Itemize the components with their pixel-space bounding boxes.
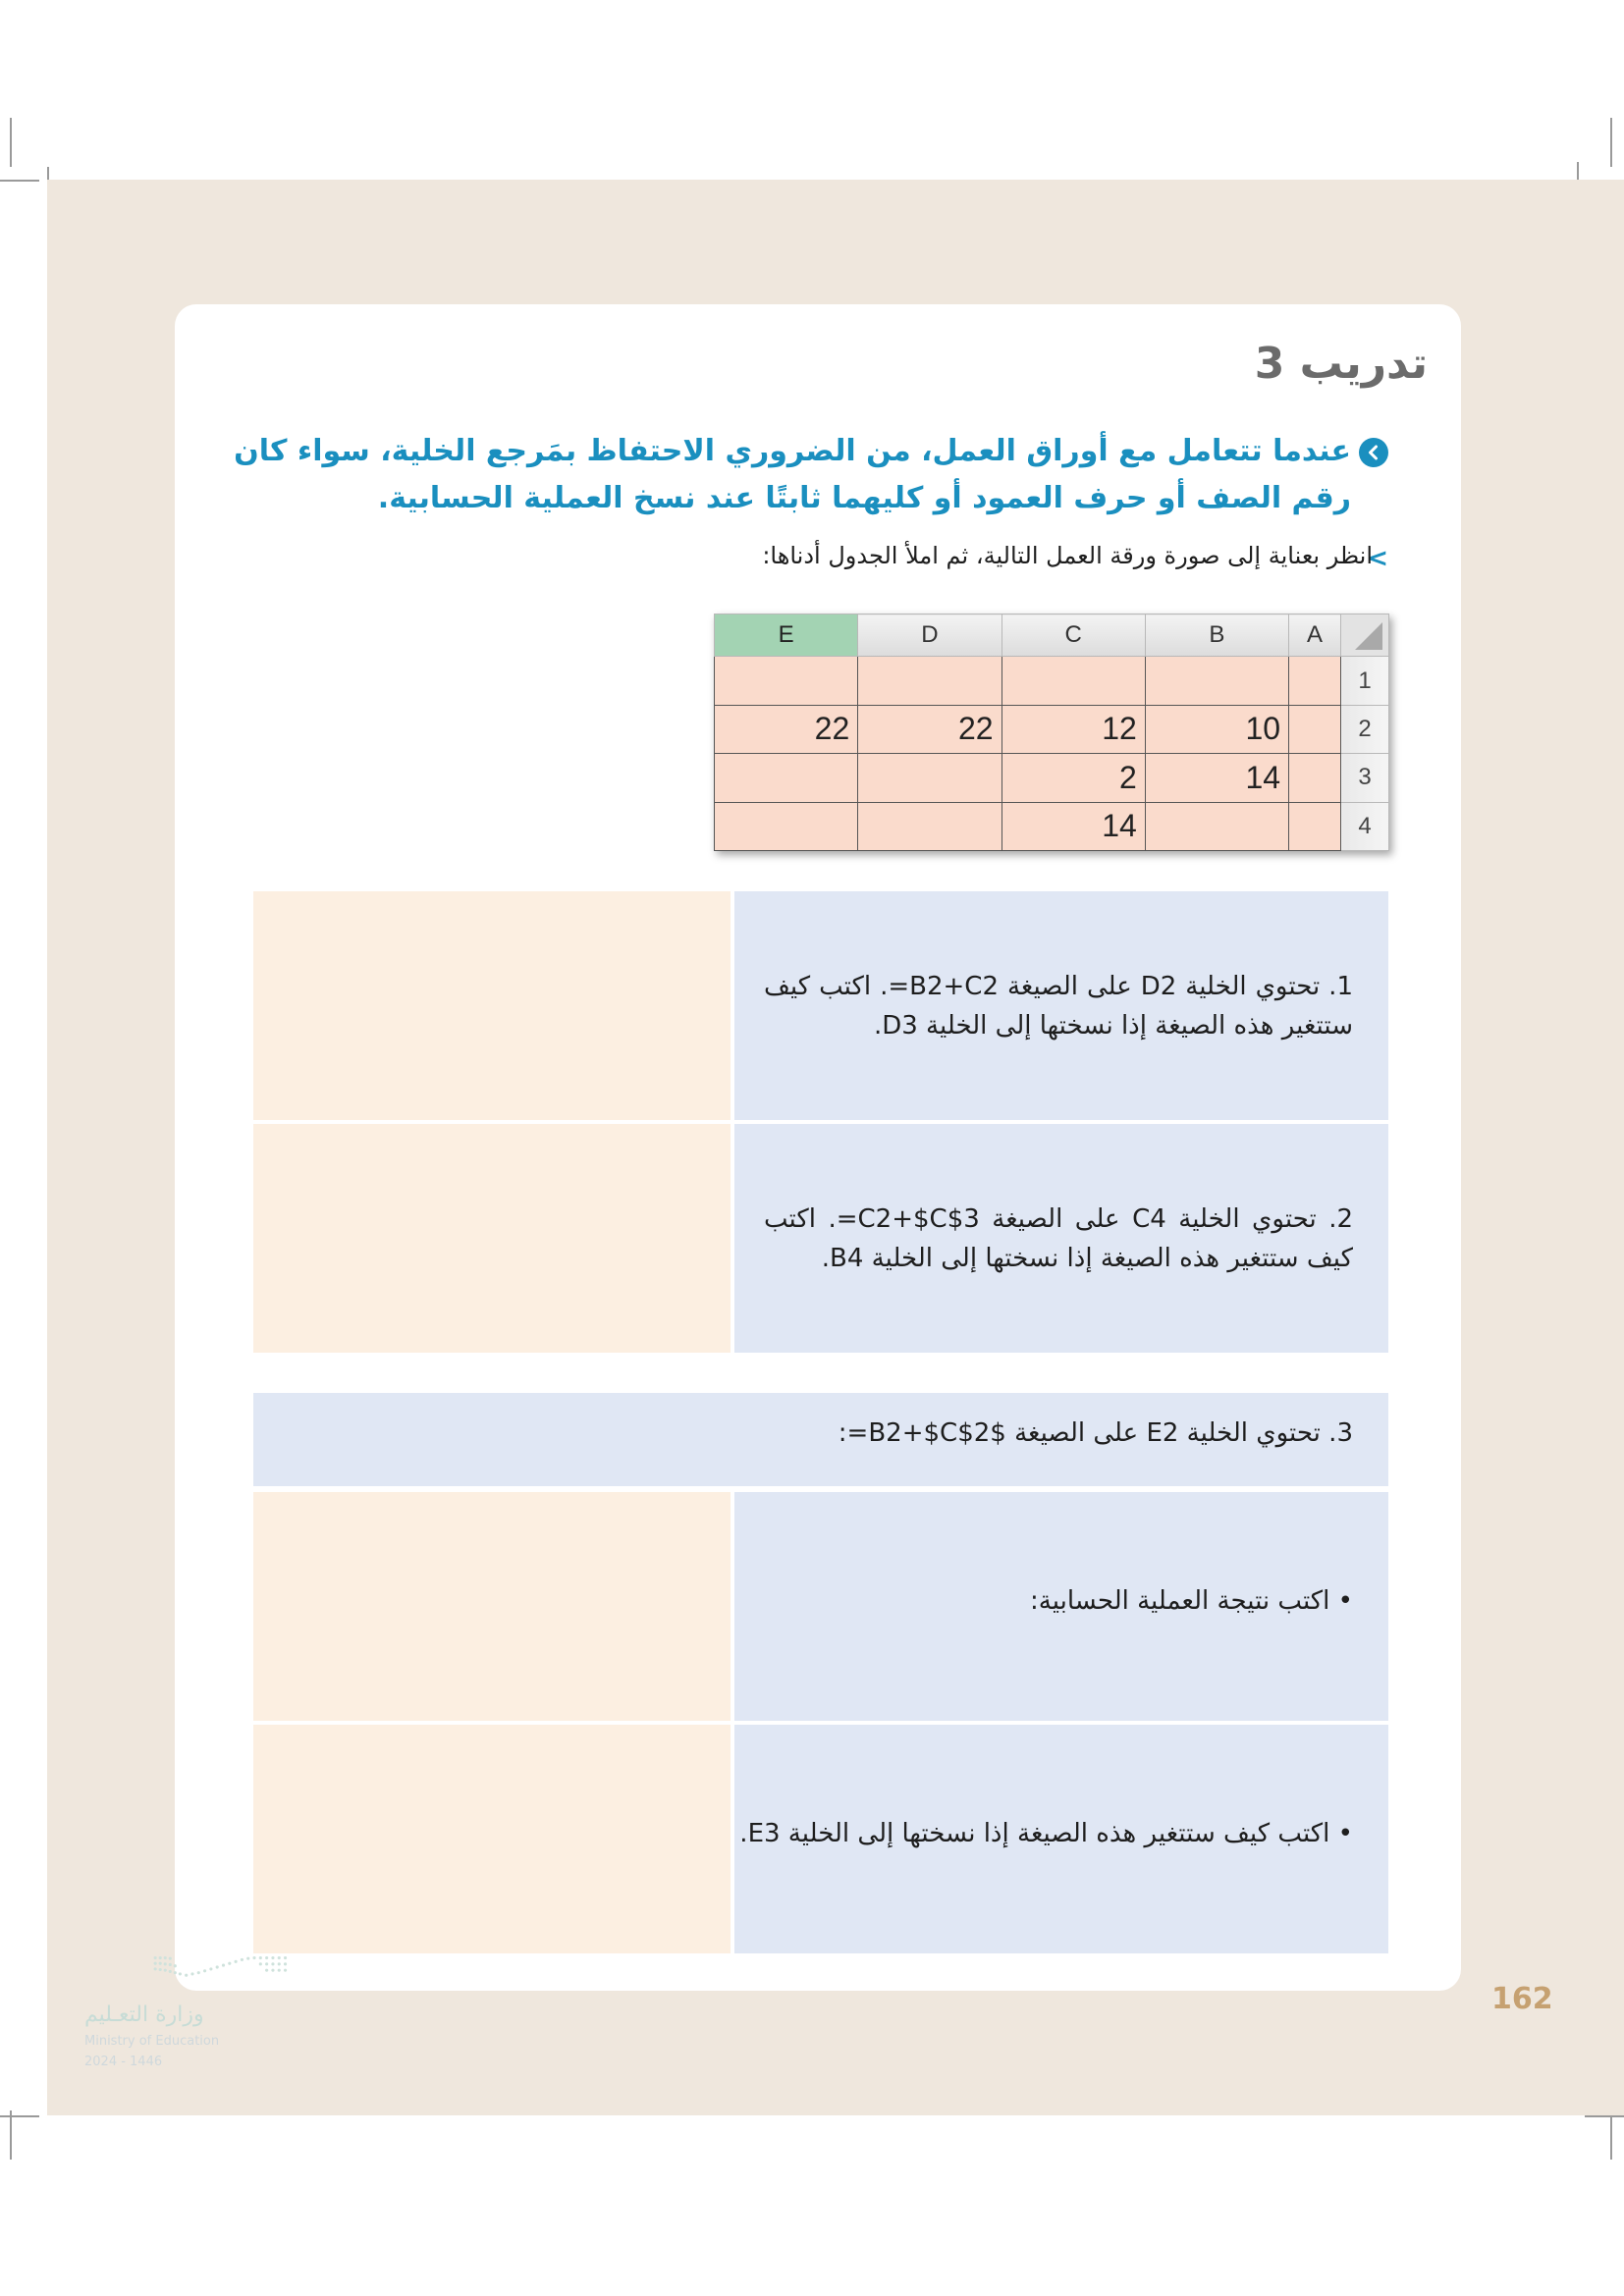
crop-mark bbox=[10, 118, 12, 167]
column-header: B bbox=[1145, 614, 1288, 657]
sheet-cell bbox=[1289, 705, 1341, 753]
ministry-year: 2024 - 1446 bbox=[84, 2055, 163, 2069]
sheet-cell: 10 bbox=[1145, 705, 1288, 753]
sheet-cell bbox=[715, 754, 858, 802]
arrow-icon: < bbox=[1367, 544, 1388, 573]
sheet-cell: 14 bbox=[1001, 802, 1145, 850]
select-all-corner bbox=[1341, 614, 1389, 657]
question-3a-text: • اكتب نتيجة العملية الحسابية: bbox=[1030, 1586, 1353, 1616]
row-header: 4 bbox=[1341, 802, 1389, 850]
sheet-cell bbox=[1289, 802, 1341, 850]
ministry-name-ar: وزارة التعـليم bbox=[84, 2002, 204, 2027]
crop-mark bbox=[1610, 2110, 1612, 2160]
page-number: 162 bbox=[1491, 1982, 1553, 2016]
question-3b-text: • اكتب كيف ستتغير هذه الصيغة إذا نسختها إلى الخلية E3. bbox=[739, 1819, 1353, 1848]
sheet-cell bbox=[858, 657, 1001, 705]
crop-mark bbox=[0, 2115, 39, 2117]
answer-box-q2[interactable] bbox=[253, 1124, 731, 1353]
ministry-name-en: Ministry of Education bbox=[84, 2034, 220, 2049]
answer-box-q3b[interactable] bbox=[253, 1725, 731, 1953]
crop-mark bbox=[1610, 118, 1612, 167]
sheet-cell: 22 bbox=[715, 705, 858, 753]
answer-box-q3a[interactable] bbox=[253, 1492, 731, 1721]
sheet-cell: 22 bbox=[858, 705, 1001, 753]
table-row bbox=[715, 657, 1389, 705]
crop-mark bbox=[0, 180, 39, 182]
crop-mark bbox=[1585, 2115, 1624, 2117]
row-header: 2 bbox=[1341, 705, 1389, 753]
column-header: C bbox=[1001, 614, 1145, 657]
sheet-cell bbox=[858, 802, 1001, 850]
sheet-cell bbox=[1289, 657, 1341, 705]
question-1-text: 1. تحتوي الخلية D2 على الصيغة B2+C2=. اكتب كيف ستتغير هذه الصيغة إذا نسختها إلى الخلية D3. bbox=[764, 972, 1353, 1041]
sheet-cell bbox=[1001, 657, 1145, 705]
row-header: 1 bbox=[1341, 657, 1389, 705]
instruction-text bbox=[511, 542, 1394, 569]
sheet-cell bbox=[715, 802, 858, 850]
intro-text-content: عندما تتعامل مع أوراق العمل، من الضروري الاحتفاظ بمَرجع الخلية، سواء كان رقم الصف أو حرف العمود أو كليهما ثابتًا عند نسخ العملية الحسابية. bbox=[234, 434, 1351, 515]
question-2-cell bbox=[734, 1124, 1388, 1353]
exercise-title: تدريب 3 bbox=[1254, 339, 1428, 389]
question-1-cell bbox=[734, 891, 1388, 1120]
sheet-cell: 2 bbox=[1001, 754, 1145, 802]
question-3-header bbox=[253, 1393, 1388, 1486]
table-row bbox=[715, 802, 1389, 850]
sheet-cell: 14 bbox=[1145, 754, 1288, 802]
question-3a-cell bbox=[734, 1492, 1388, 1721]
spreadsheet-image bbox=[714, 614, 1389, 851]
sheet-cell bbox=[1289, 754, 1341, 802]
sheet-cell: 12 bbox=[1001, 705, 1145, 753]
instruction-content: انظر بعناية إلى صورة ورقة العمل التالية، ثم املأ الجدول أدناها: bbox=[762, 542, 1373, 569]
question-3b-cell bbox=[734, 1725, 1388, 1953]
column-header: D bbox=[858, 614, 1001, 657]
column-header: E bbox=[715, 614, 858, 657]
crop-mark bbox=[10, 2110, 12, 2160]
sheet-cell bbox=[1145, 657, 1288, 705]
question-3-text: 3. تحتوي الخلية E2 على الصيغة $B2+$C$2=: bbox=[838, 1418, 1353, 1448]
sheet-cell bbox=[1145, 802, 1288, 850]
question-2-text: 2. تحتوي الخلية C4 على الصيغة C2+$C$3=. اكتب كيف ستتغير هذه الصيغة إذا نسختها إلى الخلية B4. bbox=[764, 1204, 1354, 1273]
sheet-cell bbox=[715, 657, 858, 705]
ministry-logo bbox=[152, 1948, 295, 1987]
row-header: 3 bbox=[1341, 754, 1389, 802]
sheet-cell bbox=[858, 754, 1001, 802]
answer-box-q1[interactable] bbox=[253, 891, 731, 1120]
table-row bbox=[715, 705, 1389, 753]
intro-text bbox=[214, 428, 1392, 522]
column-header: A bbox=[1289, 614, 1341, 657]
triangle-icon bbox=[1355, 622, 1382, 650]
table-row bbox=[715, 754, 1389, 802]
